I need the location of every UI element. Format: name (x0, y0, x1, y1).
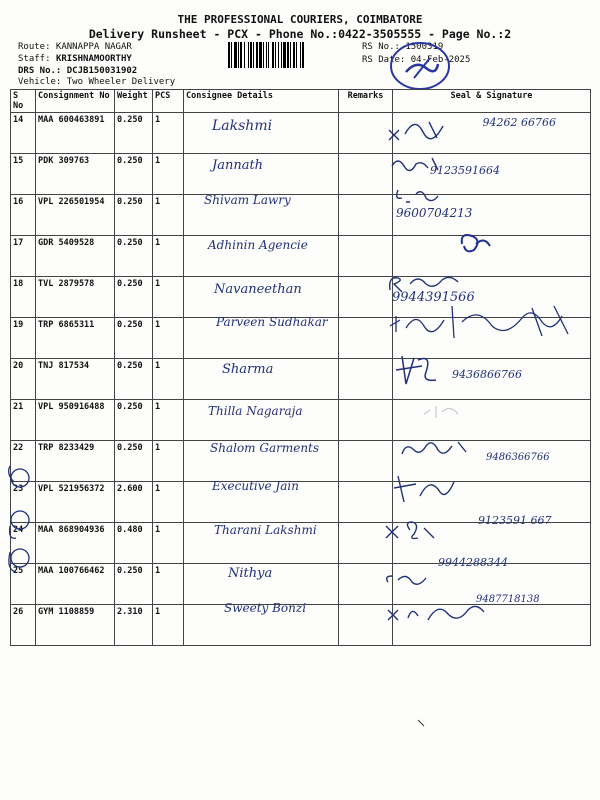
handwritten-consignee: Lakshmi (212, 118, 273, 134)
row-weight: 2.600 (115, 482, 153, 523)
handwritten-consignee: Sharma (222, 362, 274, 377)
row-pcs: 1 (153, 359, 184, 400)
row-sno: 24 (11, 523, 36, 564)
col-consignee: Consignee Details (184, 90, 339, 113)
row-pcs: 1 (153, 482, 184, 523)
col-signature: Seal & Signature (393, 90, 591, 113)
row-remarks (339, 359, 393, 400)
row-sno: 19 (11, 318, 36, 359)
staff-label: Staff: (18, 54, 51, 64)
signature-scribble (396, 432, 486, 462)
row-sno: 14 (11, 113, 36, 154)
signature-scribble (384, 270, 474, 296)
handwritten-phone-note: 9944288344 (438, 556, 508, 569)
col-sno: S No (11, 90, 36, 113)
signature-scribble (385, 112, 475, 144)
handwritten-consignee: Tharani Lakshmi (214, 523, 317, 537)
col-weight: Weight (115, 90, 153, 113)
handwritten-phone-note: 9123591 667 (478, 514, 552, 527)
row-sno: 20 (11, 359, 36, 400)
handwritten-phone-note: 9944391566 (392, 290, 475, 305)
row-consignment-no: PDK 309763 (36, 154, 115, 195)
handwritten-consignee: Jannath (212, 158, 264, 173)
row-pcs: 1 (153, 236, 184, 277)
row-weight: 0.250 (115, 154, 153, 195)
handwritten-consignee: Adhinin Agencie (208, 238, 308, 252)
row-weight: 0.250 (115, 195, 153, 236)
row-pcs: 1 (153, 605, 184, 646)
handwritten-phone-note: 94262 66766 (482, 116, 556, 129)
handwritten-consignee: Executive Jain (212, 479, 299, 493)
stray-pen-mark (416, 718, 428, 730)
drs-number: DRS No.: DCJB150031902 (18, 66, 138, 76)
row-weight: 0.480 (115, 523, 153, 564)
signature-scribble (382, 516, 462, 546)
col-consignment: Consignment No (36, 90, 115, 113)
handwritten-consignee: Sweety Bonzi (224, 601, 307, 615)
row-consignment-no: VPL 226501954 (36, 195, 115, 236)
row-weight: 0.250 (115, 441, 153, 482)
row-remarks (339, 195, 393, 236)
row-sno: 17 (11, 236, 36, 277)
row-consignment-no: MAA 600463891 (36, 113, 115, 154)
row-consignment-no: MAA 868904936 (36, 523, 115, 564)
rs-number: RS No.: 1500319 (362, 42, 444, 52)
route-label: Route: KANNAPPA NAGAR (18, 42, 132, 52)
row-consignment-no: TRP 6865311 (36, 318, 115, 359)
row-pcs: 1 (153, 400, 184, 441)
row-remarks (339, 441, 393, 482)
handwritten-consignee: Parveen Sudhakar (216, 315, 328, 329)
row-consignment-no: TNJ 817534 (36, 359, 115, 400)
row-pcs: 1 (153, 441, 184, 482)
row-pcs: 1 (153, 277, 184, 318)
row-pcs: 1 (153, 318, 184, 359)
row-sno: 16 (11, 195, 36, 236)
row-weight: 2.310 (115, 605, 153, 646)
row-consignment-no: VPL 950916488 (36, 400, 115, 441)
barcode-image (228, 42, 356, 68)
signature-scribble (390, 466, 470, 506)
delivery-stamp (386, 38, 454, 94)
handwritten-phone-note: 9600704213 (396, 206, 473, 220)
row-weight: 0.250 (115, 400, 153, 441)
table-header-row (11, 90, 591, 113)
signature-scribble (384, 596, 494, 630)
handwritten-phone-note: 9486366766 (486, 452, 550, 463)
row-pcs: 1 (153, 195, 184, 236)
handwritten-phone-note: 9487718138 (476, 594, 540, 605)
row-consignment-no: MAA 100766462 (36, 564, 115, 605)
document-subtitle: Delivery Runsheet - PCX - Phone No.:0422-3505555 - Page No.:2 (88, 27, 512, 41)
row-sno: 22 (11, 441, 36, 482)
signature-scribble (392, 350, 452, 390)
row-pcs: 1 (153, 523, 184, 564)
handwritten-consignee: Thilla Nagaraja (208, 404, 303, 418)
vehicle-label: Vehicle: Two Wheeler Delivery (18, 77, 176, 87)
row-weight: 0.250 (115, 236, 153, 277)
signature-scribble (382, 568, 442, 590)
signature-scribble (382, 298, 582, 342)
row-pcs: 1 (153, 113, 184, 154)
row-remarks (339, 400, 393, 441)
signature-scribble (392, 186, 452, 208)
signature-scribble (456, 230, 496, 256)
row-sno: 25 (11, 564, 36, 605)
handwritten-consignee: Shalom Garments (210, 441, 320, 455)
row-sno: 26 (11, 605, 36, 646)
handwritten-consignee: Shivam Lawry (204, 193, 291, 207)
row-sno: 23 (11, 482, 36, 523)
row-pcs: 1 (153, 564, 184, 605)
staff-line (18, 54, 132, 64)
staff-name: KRISHNAMOORTHY (55, 54, 132, 64)
row-consignment-no: TRP 8233429 (36, 441, 115, 482)
margin-circle-marks (4, 460, 32, 580)
row-sno: 15 (11, 154, 36, 195)
row-consignment-no: GYM 1108859 (36, 605, 115, 646)
row-pcs: 1 (153, 154, 184, 195)
handwritten-phone-note: 9436866766 (452, 368, 522, 381)
rs-date: RS Date: 04-Feb-2025 (362, 55, 471, 65)
col-remarks: Remarks (339, 90, 393, 113)
handwritten-consignee: Navaneethan (214, 282, 302, 297)
handwritten-phone-note: 9123591664 (430, 164, 500, 177)
document-title: THE PROFESSIONAL COURIERS, COIMBATORE (177, 13, 423, 26)
row-consignment-no: GDR 5409528 (36, 236, 115, 277)
handwritten-consignee: Nithya (228, 566, 273, 581)
row-weight: 0.250 (115, 318, 153, 359)
row-weight: 0.250 (115, 113, 153, 154)
col-pcs: PCS (153, 90, 184, 113)
row-weight: 0.250 (115, 277, 153, 318)
row-weight: 0.250 (115, 564, 153, 605)
signature-scribble (388, 152, 448, 176)
table-row (11, 154, 591, 195)
row-consignment-no: VPL 521956372 (36, 482, 115, 523)
row-remarks (339, 154, 393, 195)
row-consignment-no: TVL 2879578 (36, 277, 115, 318)
row-weight: 0.250 (115, 359, 153, 400)
signature-scribble (420, 402, 470, 422)
row-sno: 21 (11, 400, 36, 441)
row-sno: 18 (11, 277, 36, 318)
